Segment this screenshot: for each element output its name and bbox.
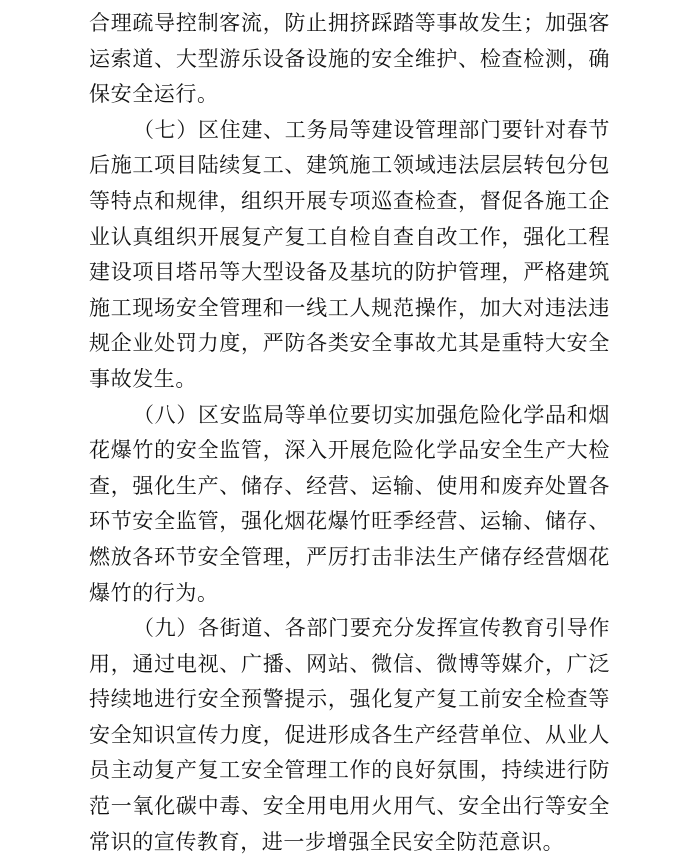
paragraph-eight: （八）区安监局等单位要切实加强危险化学品和烟花爆竹的安全监管，深入开展危险化学品安全生产大检查，强化生产、储存、经营、运输、使用和废弃处置各环节安全监管，强化烟花爆竹旺季经营、运输、储存、燃放各环节安全管理，严厉打击非法生产储存经营烟花爆竹的行为。 bbox=[89, 402, 610, 605]
paragraph-nine: （九）各街道、各部门要充分发挥宣传教育引导作用，通过电视、广播、网站、微信、微博等媒介，广泛持续地进行安全预警提示，强化复产复工前安全检查等安全知识宣传力度，促进形成各生产经营单位、从业人员主动复产复工安全管理工作的良好氛围，持续进行防范一氧化碳中毒、安全用电用火用气、安全出行等安全常识的宣传教育，进一步增强全民安全防范意识。 bbox=[89, 616, 610, 854]
paragraph-seven: （七）区住建、工务局等建设管理部门要针对春节后施工项目陆续复工、建筑施工领域违法层层转包分包等特点和规律，组织开展专项巡查检查，督促各施工企业认真组织开展复产复工自检自查自改工作，强化工程建设项目塔吊等大型设备及基坑的防护管理，严格建筑施工现场安全管理和一线工人规范操作，加大对违法违规企业处罚力度，严防各类安全事故尤其是重特大安全事故发生。 bbox=[89, 117, 610, 391]
paragraph-continuation: 合理疏导控制客流，防止拥挤踩踏等事故发生；加强客运索道、大型游乐设备设施的安全维护、检查检测，确保安全运行。 bbox=[89, 11, 610, 107]
